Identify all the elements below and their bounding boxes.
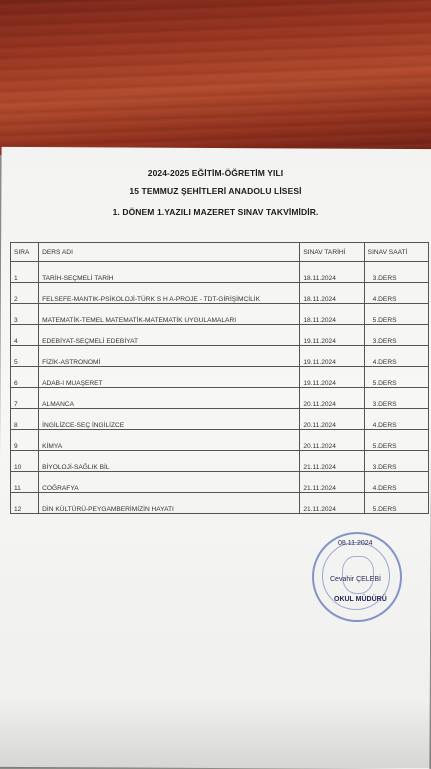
header-academic-year: 2024-2025 EĞİTİM-ÖĞRETİM YILI <box>147 168 284 178</box>
row-course: KİMYA <box>39 430 300 451</box>
table-row <box>11 367 429 388</box>
table-row <box>11 430 429 451</box>
header-exam-schedule-title: 1. DÖNEM 1.YAZILI MAZERET SINAV TAKVİMİDİR. <box>112 207 319 217</box>
table-row <box>11 472 429 493</box>
row-order: 12 <box>11 493 39 514</box>
row-order: 2 <box>11 283 39 304</box>
row-order: 4 <box>11 325 39 346</box>
column-header-course: DERS ADI <box>39 243 300 262</box>
row-course: MATEMATİK-TEMEL MATEMATİK-MATEMATİK UYGULAMALARI <box>39 304 300 325</box>
row-course: COĞRAFYA <box>39 472 300 493</box>
table-row <box>11 451 429 472</box>
row-period: 3.DERS <box>364 388 428 409</box>
row-period: 4.DERS <box>364 283 428 304</box>
row-course: ADAB-I MUAŞERET <box>39 367 300 388</box>
row-date: 21.11.2024 <box>300 451 364 472</box>
row-date: 21.11.2024 <box>300 472 364 493</box>
row-course: DİN KÜLTÜRÜ-PEYGAMBERİMİZİN HAYATI <box>39 493 300 514</box>
row-course: FİZİK-ASTRONOMİ <box>39 346 300 367</box>
row-period: 4.DERS <box>364 409 428 430</box>
row-order: 9 <box>11 430 39 451</box>
signature-name: Cevahir ÇELEBİ <box>330 576 381 583</box>
row-date: 20.11.2024 <box>300 430 364 451</box>
column-header-exam-period: SINAV SAATİ <box>364 243 428 262</box>
row-course: FELSEFE-MANTIK-PSİKOLOJİ-TÜRK S H A-PROJE - TDT-GİRİŞİMCİLİK <box>39 283 300 304</box>
table-row <box>11 493 429 514</box>
row-course: ALMANCA <box>39 388 300 409</box>
row-order: 11 <box>11 472 39 493</box>
header-school-name: 15 TEMMUZ ŞEHİTLERİ ANADOLU LİSESİ <box>129 186 302 196</box>
row-period: 4.DERS <box>364 346 428 367</box>
signature-title: OKUL MÜDÜRÜ <box>334 596 387 603</box>
table-row <box>11 304 429 325</box>
row-period: 5.DERS <box>364 430 428 451</box>
row-course: BİYOLOJİ-SAĞLIK BİL <box>39 451 300 472</box>
row-period: 5.DERS <box>364 304 428 325</box>
row-course: EDEBİYAT-SEÇMELİ EDEBİYAT <box>39 325 300 346</box>
row-date: 18.11.2024 <box>300 262 364 283</box>
row-date: 18.11.2024 <box>300 304 364 325</box>
table-row <box>11 325 429 346</box>
row-date: 19.11.2024 <box>300 325 364 346</box>
row-order: 10 <box>11 451 39 472</box>
table-row <box>11 283 429 304</box>
row-order: 6 <box>11 367 39 388</box>
row-course: TARİH-SEÇMELİ TARİH <box>39 262 300 283</box>
row-period: 5.DERS <box>364 367 428 388</box>
table-row <box>11 388 429 409</box>
row-date: 19.11.2024 <box>300 346 364 367</box>
row-order: 5 <box>11 346 39 367</box>
seal-emblem-icon <box>342 556 374 594</box>
row-order: 7 <box>11 388 39 409</box>
row-period: 3.DERS <box>364 325 428 346</box>
row-date: 21.11.2024 <box>300 493 364 514</box>
wooden-table-background <box>0 0 431 155</box>
row-order: 3 <box>11 304 39 325</box>
row-order: 1 <box>11 262 39 283</box>
table-row <box>11 346 429 367</box>
row-date: 19.11.2024 <box>300 367 364 388</box>
exam-schedule-table <box>10 242 429 514</box>
column-header-order: SIRA <box>11 243 39 262</box>
table-row <box>11 409 429 430</box>
table-header-row <box>11 243 429 262</box>
row-period: 3.DERS <box>364 262 428 283</box>
row-date: 20.11.2024 <box>300 409 364 430</box>
column-header-exam-date: SINAV TARİHİ <box>300 243 364 262</box>
row-period: 3.DERS <box>364 451 428 472</box>
row-order: 8 <box>11 409 39 430</box>
table-row <box>11 262 429 283</box>
row-course: İNGİLİZCE-SEÇ İNGİLİZCE <box>39 409 300 430</box>
row-date: 18.11.2024 <box>300 283 364 304</box>
row-period: 5.DERS <box>364 493 428 514</box>
row-date: 20.11.2024 <box>300 388 364 409</box>
page-shadow <box>0 700 431 768</box>
row-period: 4.DERS <box>364 472 428 493</box>
signature-date: 08.11.2024 <box>338 540 373 547</box>
